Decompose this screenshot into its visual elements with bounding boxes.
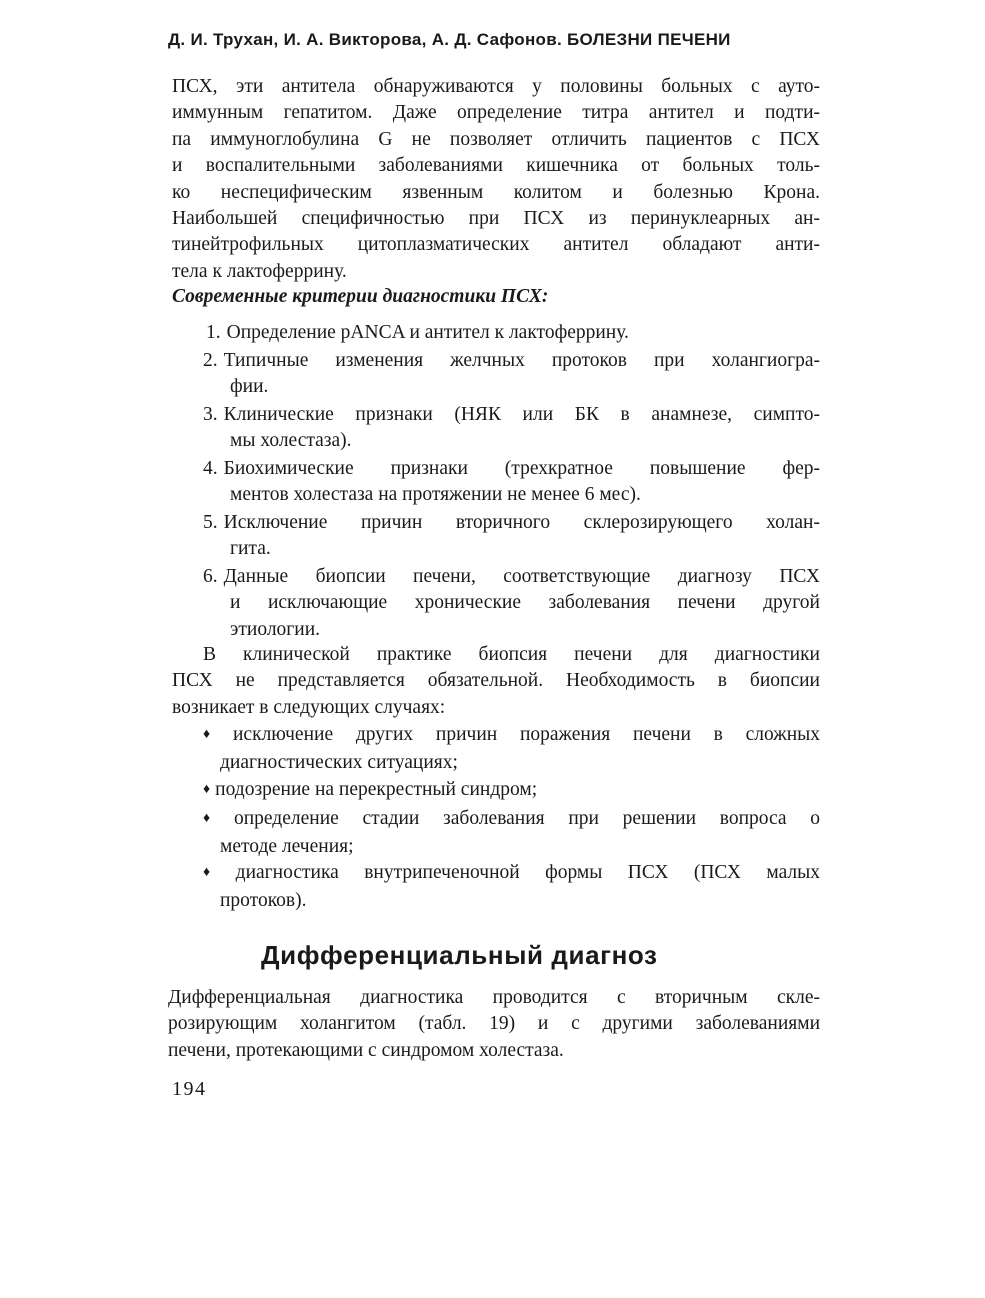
text-line: Дифференциальная диагностика проводится с вторичным скле- xyxy=(168,987,820,1008)
text-line: ПСХ не представляется обязательной. Необходимость в биопсии xyxy=(172,670,820,692)
diamond-bullet-icon: ♦ xyxy=(203,811,229,826)
item-number: 4. xyxy=(203,458,218,479)
text-line: методе лечения; xyxy=(220,836,354,858)
item-number: 5. xyxy=(203,512,218,533)
text-line: тела к лактоферрину. xyxy=(172,260,347,282)
criteria-item-5 xyxy=(203,510,820,563)
biopsy-case-item xyxy=(203,860,820,915)
page-number: 194 xyxy=(172,1078,207,1100)
criteria-item-4 xyxy=(203,456,820,509)
text-line: гита. xyxy=(230,538,271,560)
item-text: Исключение причин вторичного склерозирующего холан- xyxy=(223,512,820,533)
text-line: мы холестаза). xyxy=(230,430,352,452)
text-line xyxy=(203,456,820,482)
text-line: протоков). xyxy=(220,890,307,912)
text-line: печени, протекающими с синдромом холестаза. xyxy=(168,1039,564,1061)
text-line: иммунным гепатитом. Даже определение титра антител и подти- xyxy=(172,102,820,124)
text-line: и воспалительными заболеваниями кишечника от больных толь- xyxy=(172,155,820,177)
biopsy-case-item xyxy=(203,806,820,861)
diamond-bullet-icon: ♦ xyxy=(203,727,228,742)
item-text: Биохимические признаки (трехкратное повышение фер- xyxy=(223,458,820,479)
text-line: ко неспецифическим язвенным колитом и болезнью Крона. xyxy=(172,181,820,203)
item-text: Данные биопсии печени, соответствующие диагнозу ПСХ xyxy=(223,566,820,587)
text-line xyxy=(203,510,820,536)
text-line xyxy=(203,860,820,888)
criteria-heading: Современные критерии диагностики ПСХ: xyxy=(172,286,549,307)
text-line xyxy=(203,722,820,750)
item-text: диагностика внутрипеченочной формы ПСХ (ПСХ малых xyxy=(235,862,820,883)
biopsy-case-item xyxy=(203,722,820,777)
item-text: Определение pANCA и антител к лактоферрину. xyxy=(226,322,629,343)
criteria-item-1 xyxy=(206,320,823,346)
section-heading: Дифференциальный диагноз xyxy=(261,940,658,970)
text-line: ментов холестаза на протяжении не менее 6 мес). xyxy=(230,484,641,506)
text-line: Наибольшей специфичностью при ПСХ из перинуклеарных ан- xyxy=(172,208,820,230)
biopsy-paragraph xyxy=(172,642,820,721)
criteria-item-3 xyxy=(203,402,820,455)
text-line xyxy=(203,564,820,590)
text-line: этиологии. xyxy=(230,618,321,640)
item-text: подозрение на перекрестный синдром; xyxy=(215,779,538,800)
text-line: возникает в следующих случаях: xyxy=(172,696,446,718)
item-number: 6. xyxy=(203,566,218,587)
text-line xyxy=(206,320,823,346)
criteria-item-2 xyxy=(203,348,820,401)
text-line xyxy=(203,777,820,805)
item-number: 2. xyxy=(203,350,218,371)
diamond-bullet-icon: ♦ xyxy=(203,782,211,797)
item-text: исключение других причин поражения печени в сложных xyxy=(233,724,820,745)
text-line: диагностических ситуациях; xyxy=(220,752,458,774)
text-line xyxy=(203,402,820,428)
text-line: фии. xyxy=(230,376,269,398)
text-line: В клинической практике биопсия печени для диагностики xyxy=(203,644,820,665)
item-text: Клинические признаки (НЯК или БК в анамнезе, симпто- xyxy=(223,404,820,425)
biopsy-case-item xyxy=(203,777,820,805)
diamond-bullet-icon: ♦ xyxy=(203,865,231,880)
running-header: Д. И. Трухан, И. А. Викторова, А. Д. Сафонов. БОЛЕЗНИ ПЕЧЕНИ xyxy=(168,30,731,49)
text-line: и исключающие хронические заболевания печени другой xyxy=(230,592,820,614)
intro-paragraph xyxy=(172,74,820,285)
text-line: ПСХ, эти антитела обнаруживаются у половины больных с ауто- xyxy=(172,76,820,97)
text-line: па иммуноглобулина G не позволяет отличить пациентов с ПСХ xyxy=(172,128,820,150)
item-number: 3. xyxy=(203,404,218,425)
item-text: Типичные изменения желчных протоков при холангиогра- xyxy=(223,350,820,371)
text-line: тинейтрофильных цитоплазматических антител обладают анти- xyxy=(172,234,820,256)
text-line: розирующим холангитом (табл. 19) и с другими заболеваниями xyxy=(168,1013,820,1035)
differential-paragraph xyxy=(168,985,820,1064)
item-number: 1. xyxy=(206,322,221,343)
criteria-item-6 xyxy=(203,564,820,643)
text-line xyxy=(203,806,820,834)
text-line xyxy=(203,348,820,374)
item-text: определение стадии заболевания при решении вопроса о xyxy=(233,808,820,829)
